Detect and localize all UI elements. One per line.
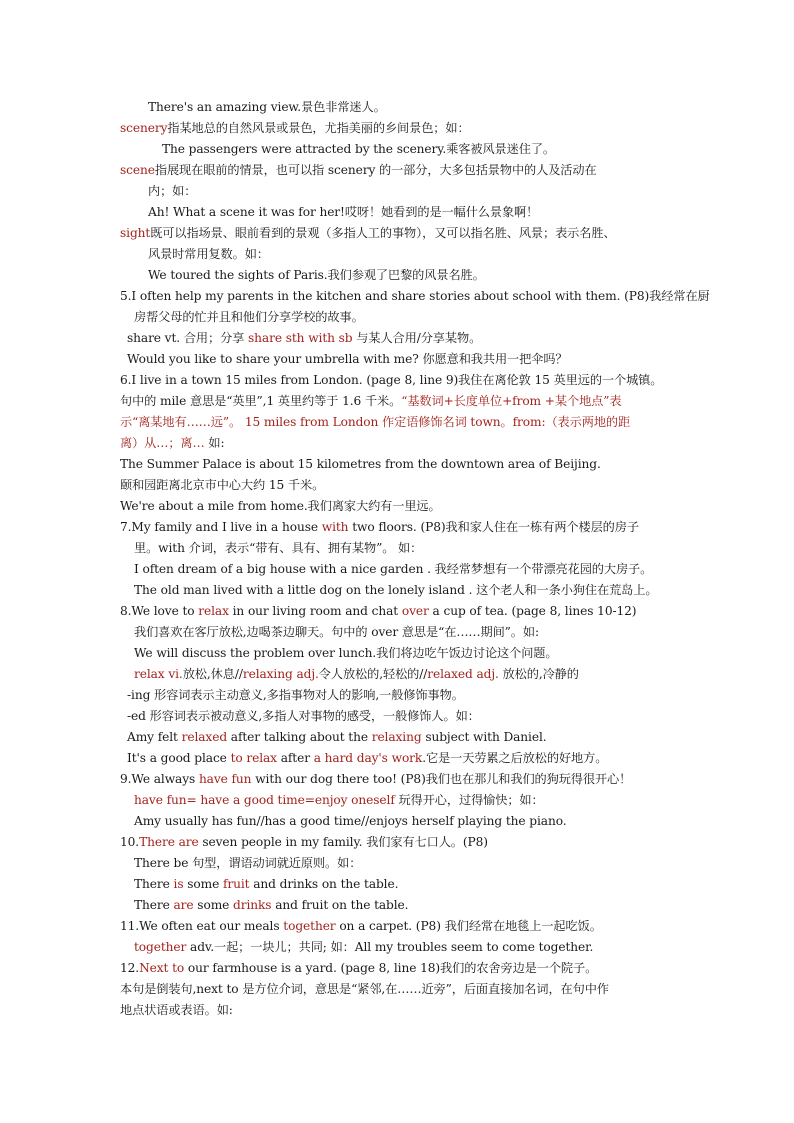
text-segment: The passengers were attracted by the scenery.乘客被风景迷住了。 bbox=[162, 142, 555, 156]
highlighted-text: have fun bbox=[198, 772, 252, 786]
text-line bbox=[120, 1002, 233, 1018]
text-segment: 7.My family and I live in a house bbox=[120, 520, 322, 534]
text-segment: The old man lived with a little dog on the lonely island . 这个老人和一条小狗住在荒岛上。 bbox=[134, 583, 658, 597]
text-segment: -ed 形容词表示被动意义,多指人对事物的感受，一般修饰人。如： bbox=[127, 709, 480, 723]
text-line bbox=[120, 288, 710, 304]
text-segment: 既可以指场景、眼前看到的景观（多指人工的事物），又可以指名胜、风景；表示名胜、 bbox=[150, 226, 616, 240]
text-segment: subject with Daniel. bbox=[421, 730, 547, 744]
text-segment: 8.We love to bbox=[120, 604, 199, 618]
highlighted-text: relaxed adj. bbox=[427, 667, 499, 681]
text-line bbox=[120, 918, 602, 934]
highlighted-text: fruit bbox=[222, 877, 250, 891]
text-segment: There bbox=[134, 898, 174, 912]
highlighted-text: There are bbox=[139, 835, 199, 849]
text-line bbox=[134, 561, 652, 577]
text-line bbox=[134, 582, 657, 598]
text-line bbox=[120, 372, 662, 388]
text-segment: Would you like to share your umbrella with me? 你愿意和我共用一把伞吗？ bbox=[127, 352, 568, 366]
text-line bbox=[162, 141, 555, 157]
text-line bbox=[134, 624, 539, 640]
text-segment: some bbox=[193, 898, 234, 912]
text-line bbox=[120, 960, 597, 976]
text-line bbox=[134, 666, 579, 682]
text-line bbox=[134, 645, 557, 661]
text-segment: Amy felt bbox=[127, 730, 182, 744]
text-line bbox=[120, 435, 225, 451]
text-segment: seven people in my family. 我们家有七口人。(P8) bbox=[198, 835, 488, 849]
text-line bbox=[120, 414, 630, 430]
text-segment: share vt. 合用；分享 bbox=[127, 331, 249, 345]
text-line bbox=[120, 498, 441, 514]
text-segment: and drinks on the table. bbox=[249, 877, 399, 891]
text-segment: 10. bbox=[120, 835, 140, 849]
text-line bbox=[120, 981, 609, 997]
highlighted-text: 示“离某地有……远”。 15 miles from London 作定语修饰名词 town。from:（表示两地的距 bbox=[120, 415, 631, 429]
text-segment: 句中的 mile 意思是“英里”,1 英里约等于 1.6 千米。 bbox=[120, 394, 402, 408]
text-segment: 里。with 介词，表示“带有、具有、拥有某物”。 如： bbox=[134, 541, 423, 555]
text-line bbox=[120, 162, 597, 178]
text-line bbox=[120, 120, 470, 136]
text-line bbox=[134, 876, 398, 892]
text-segment: The Summer Palace is about 15 kilometres from the downtown area of Beijing. bbox=[120, 457, 601, 471]
text-segment: I often dream of a big house with a nice garden . 我经常梦想有一个带漂亮花园的大房子。 bbox=[134, 562, 653, 576]
text-segment: There bbox=[134, 877, 174, 891]
text-line bbox=[127, 729, 547, 745]
text-line bbox=[148, 246, 269, 262]
highlighted-text: a hard day's work bbox=[313, 751, 423, 765]
text-segment: We toured the sights of Paris.我们参观了巴黎的风景名胜。 bbox=[148, 268, 485, 282]
text-segment: and fruit on the table. bbox=[271, 898, 409, 912]
highlighted-text: “基数词+长度单位+from +某个地点”表 bbox=[401, 394, 622, 408]
text-segment: It's a good place bbox=[127, 751, 231, 765]
text-segment: two floors. (P8)我和家人住在一栋有两个楼层的房子 bbox=[348, 520, 639, 534]
text-segment: 6.I live in a town 15 miles from London. (page 8, line 9)我住在离伦敦 15 英里远的一个城镇。 bbox=[120, 373, 663, 387]
text-line bbox=[134, 897, 408, 913]
text-line bbox=[120, 771, 631, 787]
text-line bbox=[120, 456, 601, 472]
highlighted-text: relax bbox=[198, 604, 229, 618]
text-segment: in our living room and chat bbox=[228, 604, 402, 618]
text-segment: 放松,休息// bbox=[182, 667, 243, 681]
text-segment: 5.I often help my parents in the kitchen and share stories about school with them. (P8)我经常在厨 bbox=[120, 289, 710, 303]
highlighted-text: scene bbox=[120, 163, 155, 177]
text-segment: 房帮父母的忙并且和他们分享学校的故事。 bbox=[134, 310, 364, 324]
highlighted-text: together bbox=[283, 919, 336, 933]
text-segment: 指某地总的自然风景或景色，尤指美丽的乡间景色；如： bbox=[167, 121, 470, 135]
text-line bbox=[134, 540, 422, 556]
text-line bbox=[134, 792, 544, 808]
text-line bbox=[148, 204, 538, 220]
text-line bbox=[127, 351, 568, 367]
text-segment: .它是一天劳累之后放松的好地方。 bbox=[422, 751, 608, 765]
text-segment: our farmhouse is a yard. (page 8, line 18)我们的农舍旁边是一个院子。 bbox=[184, 961, 598, 975]
highlighted-text: have fun= have a good time=enjoy oneself bbox=[134, 793, 395, 807]
highlighted-text: together bbox=[134, 940, 187, 954]
highlighted-text: relax vi. bbox=[134, 667, 183, 681]
text-segment: There's an amazing view.景色非常迷人。 bbox=[148, 100, 386, 114]
text-line bbox=[120, 834, 488, 850]
text-line bbox=[148, 99, 386, 115]
text-segment: 地点状语或表语。如: bbox=[120, 1003, 233, 1017]
text-segment: 放松的,冷静的 bbox=[498, 667, 579, 681]
text-segment: 11.We often eat our meals bbox=[120, 919, 284, 933]
text-line bbox=[127, 330, 481, 346]
text-line bbox=[134, 855, 361, 871]
text-line bbox=[120, 603, 636, 619]
highlighted-text: share sth with sb bbox=[248, 331, 353, 345]
text-segment: There be 句型，谓语动词就近原则。如： bbox=[134, 856, 362, 870]
text-segment: 如: bbox=[204, 436, 225, 450]
highlighted-text: relaxed bbox=[181, 730, 228, 744]
text-line bbox=[148, 183, 196, 199]
text-line bbox=[134, 813, 567, 829]
text-segment: adv.一起；一块儿；共同; 如：All my troubles seem to come together. bbox=[186, 940, 594, 954]
highlighted-text: relaxing adj. bbox=[242, 667, 319, 681]
highlighted-text: Next to bbox=[139, 961, 185, 975]
text-segment: Amy usually has fun//has a good time//enjoys herself playing the piano. bbox=[134, 814, 567, 828]
highlighted-text: is bbox=[173, 877, 184, 891]
text-line bbox=[127, 750, 607, 766]
text-segment: 内；如： bbox=[148, 184, 197, 198]
highlighted-text: are bbox=[173, 898, 194, 912]
text-segment: on a carpet. (P8) 我们经常在地毯上一起吃饭。 bbox=[335, 919, 602, 933]
text-segment: We're about a mile from home.我们离家大约有一里远。 bbox=[120, 499, 441, 513]
highlighted-text: 离）从…；离… bbox=[120, 436, 205, 450]
text-segment: 本句是倒装句,next to 是方位介词，意思是“紧邻,在……近旁”，后面直接加名词，在句中作 bbox=[120, 982, 609, 996]
text-line bbox=[120, 393, 621, 409]
text-line bbox=[127, 708, 480, 724]
text-segment: after bbox=[276, 751, 314, 765]
text-line bbox=[120, 225, 616, 241]
text-segment: 指展现在眼前的情景，也可以指 scenery 的一部分，大多包括景物中的人及活动在 bbox=[154, 163, 597, 177]
text-segment: 12. bbox=[120, 961, 140, 975]
text-segment: some bbox=[183, 877, 223, 891]
highlighted-text: sight bbox=[120, 226, 151, 240]
text-segment: -ing 形容词表示主动意义,多指事物对人的影响,一般修饰事物。 bbox=[127, 688, 464, 702]
text-line bbox=[134, 309, 364, 325]
text-segment: 9.We always bbox=[120, 772, 199, 786]
text-segment: 与某人合用/分享某物。 bbox=[352, 331, 482, 345]
highlighted-text: relaxing bbox=[371, 730, 422, 744]
text-segment: Ah! What a scene it was for her!哎呀！她看到的是一幅什么景象啊！ bbox=[148, 205, 539, 219]
text-line bbox=[134, 939, 593, 955]
text-segment: 令人放松的,轻松的// bbox=[318, 667, 428, 681]
text-segment: We will discuss the problem over lunch.我们将边吃午饭边讨论这个问题。 bbox=[134, 646, 558, 660]
highlighted-text: scenery bbox=[120, 121, 168, 135]
text-segment: 我们喜欢在客厅放松,边喝茶边聊天。句中的 over 意思是“在……期间”。如: bbox=[134, 625, 539, 639]
highlighted-text: with bbox=[321, 520, 349, 534]
text-line bbox=[120, 477, 324, 493]
highlighted-text: drinks bbox=[233, 898, 272, 912]
highlighted-text: to relax bbox=[230, 751, 277, 765]
text-line bbox=[127, 687, 464, 703]
text-segment: after talking about the bbox=[227, 730, 372, 744]
text-segment: 颐和园距离北京市中心大约 15 千米。 bbox=[120, 478, 325, 492]
highlighted-text: over bbox=[401, 604, 429, 618]
text-line bbox=[120, 519, 639, 535]
text-segment: a cup of tea. (page 8, lines 10-12) bbox=[428, 604, 637, 618]
text-line bbox=[148, 267, 485, 283]
text-segment: with our dog there too! (P8)我们也在那儿和我们的狗玩得很开心！ bbox=[251, 772, 632, 786]
text-segment: 风景时常用复数。如： bbox=[148, 247, 269, 261]
text-segment: 玩得开心，过得愉快；如： bbox=[394, 793, 544, 807]
